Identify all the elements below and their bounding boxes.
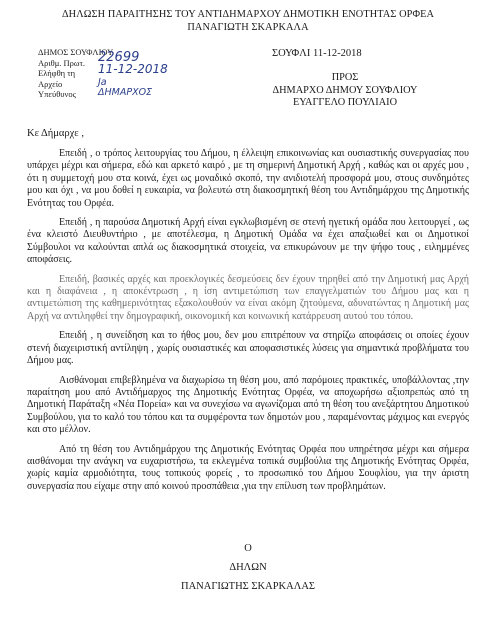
- body-paragraph-2: Επειδή , η παρούσα Δημοτική Αρχή είναι εγκλωβισμένη σε στενή ηγετική ομάδα που λειτουργεί , ως ένα κλειστό Διευθυντήριο , με αποτέλεσμα, η Δημοτική Ομάδα να έχει απαξιωθεί και οι Δημοτικοί Σύμβουλοι να καλούνται απλά ως διακοσμητικά στοιχεία, να επικυρώνουν με την ψήφο τους , ειλημμένες αποφάσεις.: [27, 217, 469, 266]
- recipient-line-3: ΕΥΑΓΓΕΛΟ ΠΟΥΛΙΑΙΟ: [292, 97, 398, 108]
- stamp-protocol-label: Αριθμ. Πρωτ.: [38, 57, 86, 68]
- signatory-name: ΠΑΝΑΓΙΩΤΗΣ ΣΚΑΡΚΑΛΑΣ: [180, 581, 316, 592]
- closing-declarant: ΔΗΛΩΝ: [229, 562, 267, 573]
- stamp-officer-row: [38, 89, 203, 100]
- body-paragraph-5: Αισθάνομαι επιβεβλημένα να διαχωρίσω τη θέση μου, από παρόμοιες πρακτικές, υποβάλλοντας ,την παραίτηση μου από Αντιδήμαρχος της Δημοτικής Ενότητας Ορφέα, να αποχωρήσω αξιοπρεπώς από τη Δημοτική Παράταξη «Νέα Πορεία» και να συνεχίσω να αγωνίζομαι από τη θέση του ανεξάρτητου Δημοτικού Συμβούλου, για το καλό του τόπου και τα συμφέροντα των δημοτών μου , παραμένοντας μάχιμος και ενεργός και στο μέλλον.: [27, 374, 469, 436]
- stamp-file-value: Ja: [98, 76, 107, 88]
- title-line-2: ΠΑΝΑΓΙΩΤΗ ΣΚΑΡΚΑΛΑ: [187, 22, 309, 33]
- body-paragraph-4: Επειδή , η συνείδηση και το ήθος μου, δεν μου επιτρέπουν να στηρίζω αποφάσεις οι οποίες έχουν στενή διαχειριστική αντίληψη , χωρίς ουσιαστικές και αποφασιστικές λύσεις για σημαντικά προβλήματα του Δήμου μας.: [27, 330, 469, 367]
- stamp-file-label: Αρχείο: [38, 78, 63, 89]
- body-paragraph-1: Επειδή , ο τρόπος λειτουργίας του Δήμου, η έλλειψη επικοινωνίας και ουσιαστικής συνεργασίας που υπάρχει μέχρι και σήμερα, εδώ και αρκετό καιρό , με τη σημερινή Δημοτική Αρχή , καθώς και οι αρχές μου , ότι η συμμετοχή μου στα κοινά, έχει ως μοναδικό σκοπό, την ανιδιοτελή προσφορά μου, στους συνδημότες μου και όχι , να μου δοθεί η ευκαιρία, να βολευτώ στη διακοσμητική θέση του Αντιδημάρχου της Δημοτικής Ενότητας του Ορφέα.: [27, 148, 469, 209]
- stamp-received-value: 11-12-2018: [98, 62, 168, 76]
- stamp-received-label: Ελήφθη τη: [38, 68, 76, 78]
- stamp-officer-label: Υπεύθυνος: [38, 89, 76, 99]
- stamp-officer-value: ΔΗΜΑΡΧΟΣ: [98, 87, 153, 98]
- document-date: ΣΟΥΦΛΙ 11-12-2018: [272, 48, 362, 59]
- document-title: [20, 8, 476, 34]
- title-line-1: ΔΗΛΩΣΗ ΠΑΡΑΙΤΗΣΗΣ ΤΟΥ ΑΝΤΙΔΗΜΑΡΧΟΥ ΔΗΜΟΤΙΚΗ ΕΝΟΤΗΤΑΣ ΟΡΦΕΑ: [61, 9, 435, 20]
- recipient-line-2: ΔΗΜΑΡΧΟ ΔΗΜΟΥ ΣΟΥΦΛΙΟΥ: [272, 84, 418, 96]
- recipient-line-1: ΠΡΟΣ: [331, 72, 359, 83]
- stamp-org: ΔΗΜΟΣ ΣΟΥΦΛΙΟΥ: [38, 47, 114, 57]
- salutation: Κε Δήμαρχε ,: [27, 128, 84, 139]
- closing-article: Ο: [244, 543, 252, 554]
- registry-stamp: [38, 47, 203, 100]
- stamp-protocol-value: 22699: [98, 49, 140, 65]
- letter-body: [27, 148, 469, 500]
- body-paragraph-6: Από τη θέση του Αντιδημάρχου της Δημοτικής Ενότητας Ορφέα που υπηρέτησα μέχρι και σήμερα αισθάνομαι την ανάγκη να ευχαριστήσω, τα εκλεγμένα τοπικά συμβούλια της Δημοτικής Ενότητας Ορφέα, χωρίς καμία αρμοδιότητα, τους τοπικούς φορείς , το προσωπικό του Δήμου Σουφλίου, για την άριστη συνεργασία που είχαμε στην από κοινού προσπάθεια ,για την επίλυση των προβλημάτων.: [27, 443, 469, 492]
- body-paragraph-3: Επειδή, βασικές αρχές και προεκλογικές δεσμεύσεις δεν έχουν τηρηθεί από την Δημοτική μας Αρχή και η διαφάνεια , η αποκέντρωση , η ίση αντιμετώπιση των επαγγελματιών του Δήμου μας και η αντιμετώπιση της καθημερινότητας εξακολουθούν να είναι ακόμη ζητούμενα, αδυνατώντας η Δημοτική μας Αρχή να αντιληφθεί την δημογραφική, οικονομική και κοινωνική κατάρρευση αυτού του τόπου.: [27, 273, 469, 322]
- recipient-block: [230, 72, 460, 110]
